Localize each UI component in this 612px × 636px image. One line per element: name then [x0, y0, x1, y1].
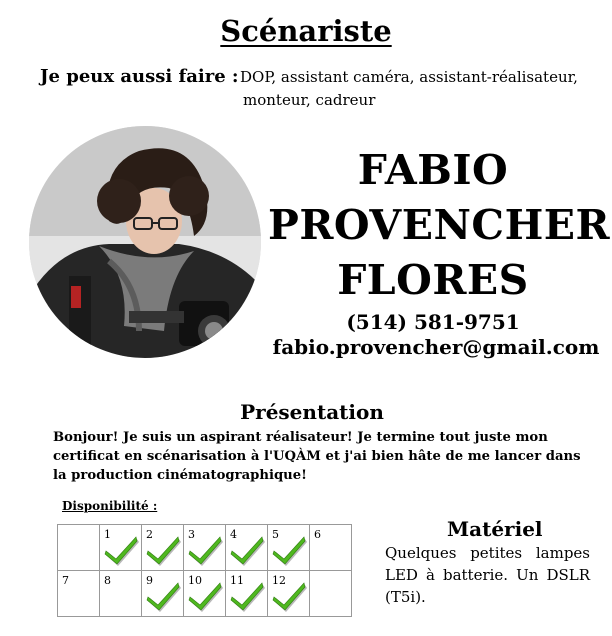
day-number: 12: [272, 574, 286, 587]
day-number: 6: [314, 528, 321, 541]
calendar-day-cell: [226, 525, 268, 571]
calendar-day-cell: [310, 571, 352, 617]
portrait-illustration: [29, 126, 261, 358]
name-first: FABIO: [357, 146, 509, 194]
day-number: 5: [272, 528, 279, 541]
calendar-day-cell: [268, 571, 310, 617]
checkmark-icon: [103, 533, 141, 567]
calendar-day-cell: [100, 571, 142, 617]
calendar-day-cell: [184, 525, 226, 571]
day-number: 7: [62, 574, 69, 587]
day-number: 1: [104, 528, 111, 541]
page-title: Scénariste: [220, 14, 392, 48]
calendar-day-cell: [58, 525, 100, 571]
checkmark-icon: [145, 579, 183, 613]
checkmark-icon: [229, 579, 267, 613]
equipment-heading: Matériel: [447, 517, 543, 541]
day-number: 11: [230, 574, 244, 587]
availability-label: Disponibilité :: [62, 499, 158, 513]
day-number: 10: [188, 574, 202, 587]
calendar-day-cell: [142, 571, 184, 617]
checkmark-icon: [271, 579, 309, 613]
presentation-heading: Présentation: [240, 400, 384, 424]
skills-label: Je peux aussi faire :: [40, 66, 239, 87]
skills-list-line-2: monteur, cadreur: [243, 91, 376, 109]
calendar-day-cell: [142, 525, 184, 571]
calendar-day-cell: [226, 571, 268, 617]
name-last-1: PROVENCHER: [268, 201, 611, 249]
calendar-day-cell: [310, 525, 352, 571]
presentation-text: Bonjour! Je suis un aspirant réalisateur! Je termine tout juste mon certificat en scénarisation à l'UQÀM et j'ai bien hâte de me lancer dans la production cinématographique!: [53, 430, 581, 483]
day-number: 3: [188, 528, 195, 541]
calendar-day-cell: [184, 571, 226, 617]
calendar-week-row: [58, 525, 352, 571]
portrait-photo: [29, 126, 261, 358]
day-number: 9: [146, 574, 153, 587]
calendar-week-row: [58, 571, 352, 617]
checkmark-icon: [229, 533, 267, 567]
email-address: fabio.provencher@gmail.com: [272, 335, 600, 359]
skills-list-line-1: DOP, assistant caméra, assistant-réalisateur,: [240, 68, 578, 86]
name-last-2: FLORES: [337, 256, 529, 304]
equipment-text: Quelques petites lampes LED à batterie. Un DSLR (T5i).: [385, 544, 590, 606]
day-number: 8: [104, 574, 111, 587]
checkmark-icon: [187, 579, 225, 613]
checkmark-icon: [271, 533, 309, 567]
phone-number: (514) 581-9751: [346, 310, 520, 334]
calendar-day-cell: [100, 525, 142, 571]
checkmark-icon: [187, 533, 225, 567]
checkmark-icon: [145, 533, 183, 567]
calendar-day-cell: [268, 525, 310, 571]
day-number: 4: [230, 528, 237, 541]
day-number: 2: [146, 528, 153, 541]
calendar-day-cell: [58, 571, 100, 617]
availability-calendar: [57, 524, 352, 617]
